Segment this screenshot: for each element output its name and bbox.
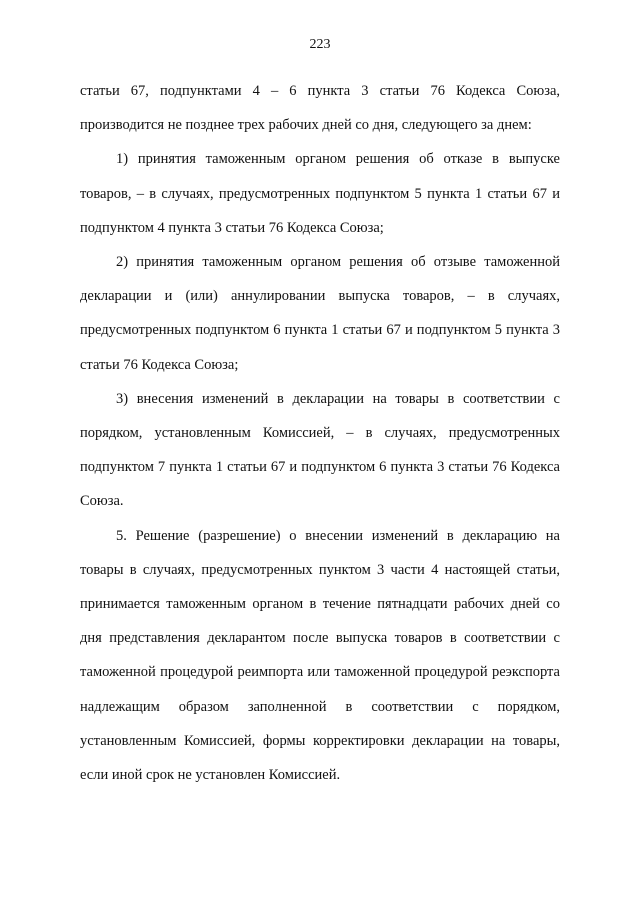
document-body — [80, 74, 560, 792]
paragraph-item-1: 1) принятия таможенным органом решения об отказе в выпуске товаров, – в случаях, предусмотренных подпунктом 5 пункта 1 статьи 67 и подпунктом 4 пункта 3 статьи 76 Кодекса Союза; — [80, 151, 560, 236]
paragraph-item-2: 2) принятия таможенным органом решения об отзыве таможенной декларации и (или) аннулировании выпуска товаров, – в случаях, предусмотренных подпунктом 6 пункта 1 статьи 67 и подпунктом 5 пункта 3 статьи 76 Кодекса Союза; — [80, 254, 560, 373]
page-number: 223 — [309, 37, 331, 52]
paragraph-continuation: статьи 67, подпунктами 4 – 6 пункта 3 статьи 76 Кодекса Союза, производится не позднее трех рабочих дней со дня, следующего за днем: — [80, 83, 560, 134]
paragraph-clause-5: 5. Решение (разрешение) о внесении изменений в декларацию на товары в случаях, предусмотренных пунктом 3 части 4 настоящей статьи, принимается таможенным органом в течение пятнадцати рабочих дней со дня представления декларантом после выпуска товаров в соответствии с таможенной процедурой реимпорта или таможенной процедурой реэкспорта надлежащим образом заполненной в соответствии с порядком, установленным Комиссией, формы корректировки декларации на товары, если иной срок не установлен Комиссией. — [80, 527, 560, 784]
paragraph-item-3: 3) внесения изменений в декларации на товары в соответствии с порядком, установленным Комиссией, – в случаях, предусмотренных подпунктом 7 пункта 1 статьи 67 и подпунктом 6 пункта 3 статьи 76 Кодекса Союза. — [80, 390, 560, 510]
